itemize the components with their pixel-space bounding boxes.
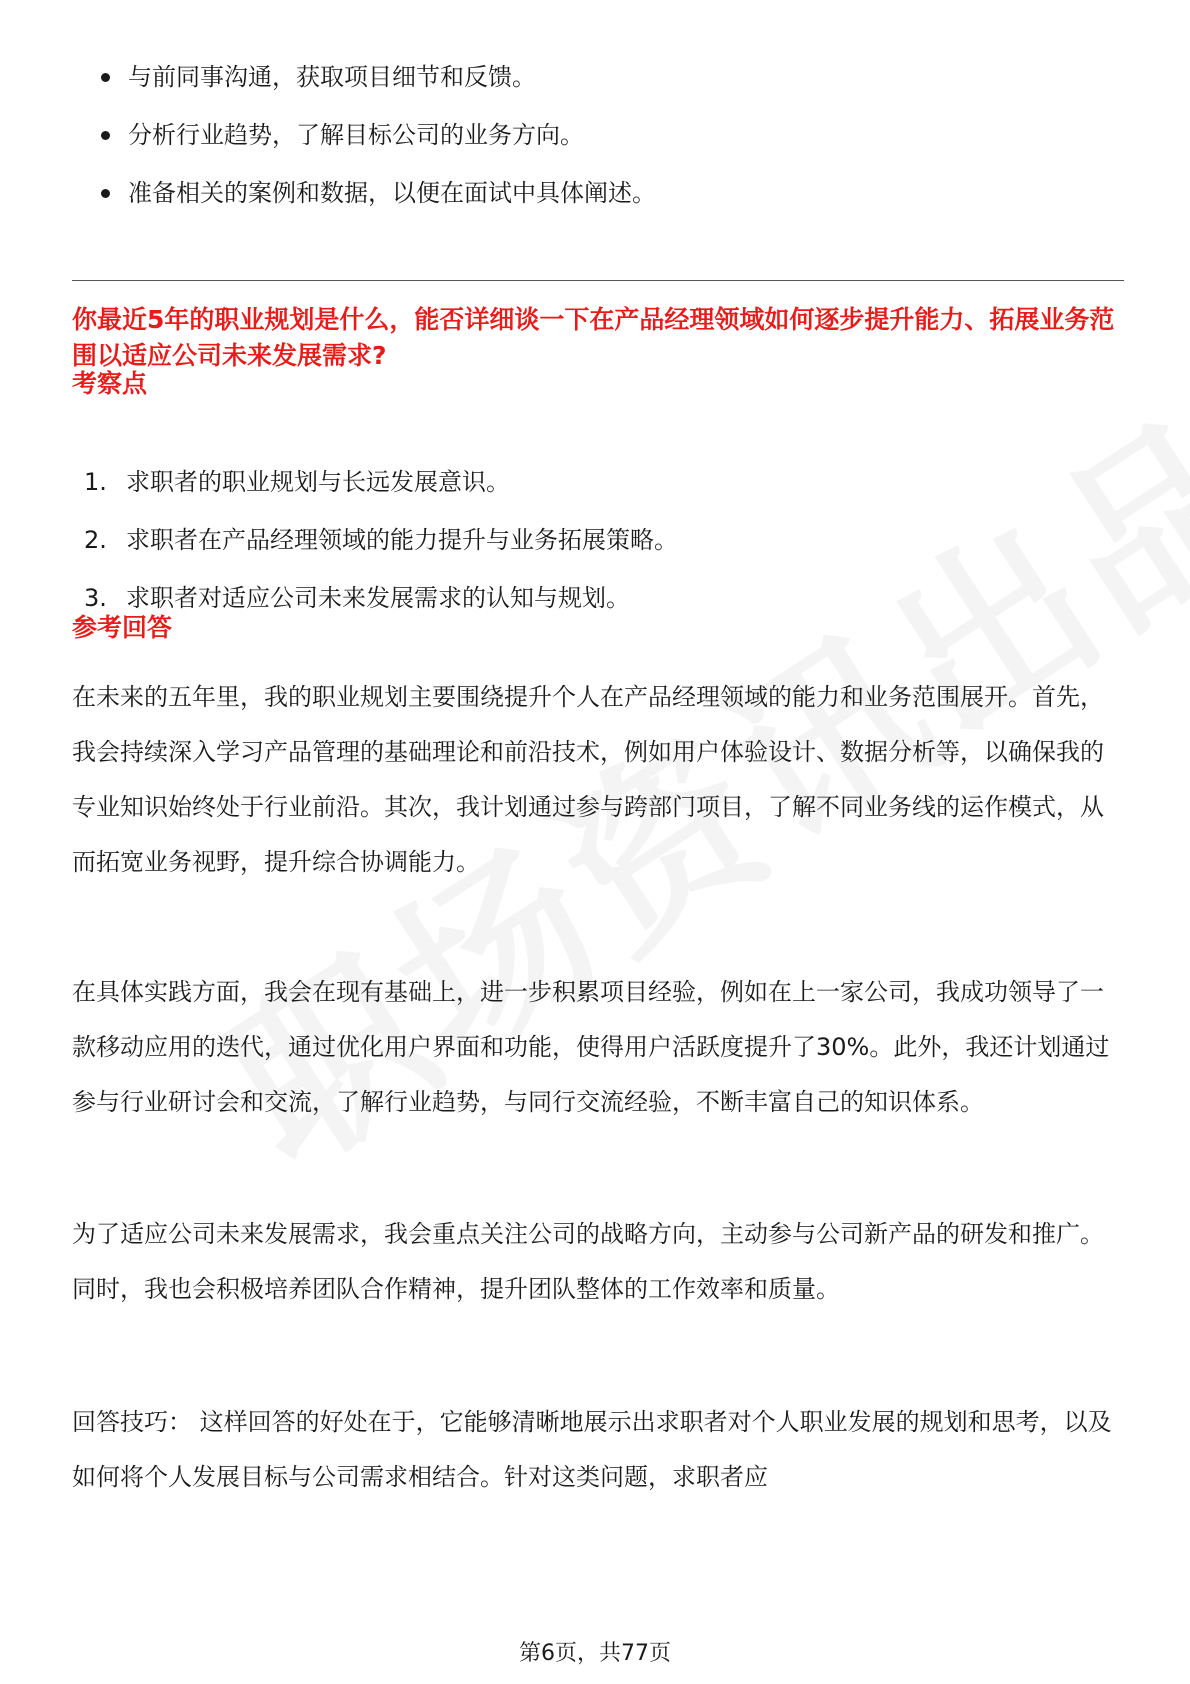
- bullet-dot-icon: [101, 131, 110, 140]
- answer-heading: 参考回答: [72, 613, 173, 642]
- list-item-text: 准备相关的案例和数据，以便在面试中具体阐述。: [128, 179, 656, 207]
- section-divider: [72, 280, 1124, 281]
- list-item: [0, 178, 1190, 236]
- list-item-text: 求职者对适应公司未来发展需求的认知与规划。: [126, 584, 630, 612]
- answer-paragraph: 在未来的五年里，我的职业规划主要围绕提升个人在产品经理领域的能力和业务范围展开。首先，我会持续深入学习产品管理的基础理论和前沿技术，例如用户体验设计、数据分析等，以确保我的专业知识始终处于行业前沿。其次，我计划通过参与跨部门项目，了解不同业务线的运作模式，从而拓宽业务视野，提升综合协调能力。: [72, 683, 1104, 876]
- list-item-text: 求职者在产品经理领域的能力提升与业务拓展策略。: [126, 526, 678, 554]
- list-item: [0, 62, 1190, 120]
- list-item: [0, 120, 1190, 178]
- list-item: [0, 466, 1190, 524]
- question-title: 你最近5年的职业规划是什么，能否详细谈一下在产品经理领域如何逐步提升能力、拓展业务范围以适应公司未来发展需求?: [72, 305, 1115, 370]
- focus-point-list: [0, 466, 1190, 640]
- list-item-number: 1.: [84, 468, 107, 496]
- bullet-dot-icon: [101, 73, 110, 82]
- list-item-number: 3.: [84, 584, 107, 612]
- list-item-number: 2.: [84, 526, 107, 554]
- list-item-text: 分析行业趋势，了解目标公司的业务方向。: [128, 121, 584, 149]
- answer-tip-paragraph: 回答技巧： 这样回答的好处在于，它能够清晰地展示出求职者对个人职业发展的规划和思考，以及如何将个人发展目标与公司需求相结合。针对这类问题，求职者应: [72, 1408, 1112, 1491]
- list-item: [0, 524, 1190, 582]
- list-item-text: 求职者的职业规划与长远发展意识。: [126, 468, 510, 496]
- focus-heading: 考察点: [72, 369, 148, 398]
- list-item-text: 与前同事沟通，获取项目细节和反馈。: [128, 63, 536, 91]
- list-item: [0, 582, 1190, 640]
- answer-paragraph: 为了适应公司未来发展需求，我会重点关注公司的战略方向，主动参与公司新产品的研发和推广。同时，我也会积极培养团队合作精神，提升团队整体的工作效率和质量。: [72, 1220, 1104, 1303]
- page-number-footer: 第6页，共77页: [519, 1641, 671, 1666]
- prep-bullet-list: [0, 62, 1190, 236]
- answer-paragraph: 在具体实践方面，我会在现有基础上，进一步积累项目经验，例如在上一家公司，我成功领导了一款移动应用的迭代，通过优化用户界面和功能，使得用户活跃度提升了30%。此外，我还计划通过参与行业研讨会和交流，了解行业趋势，与同行交流经验，不断丰富自己的知识体系。: [72, 978, 1110, 1116]
- bullet-dot-icon: [101, 189, 110, 198]
